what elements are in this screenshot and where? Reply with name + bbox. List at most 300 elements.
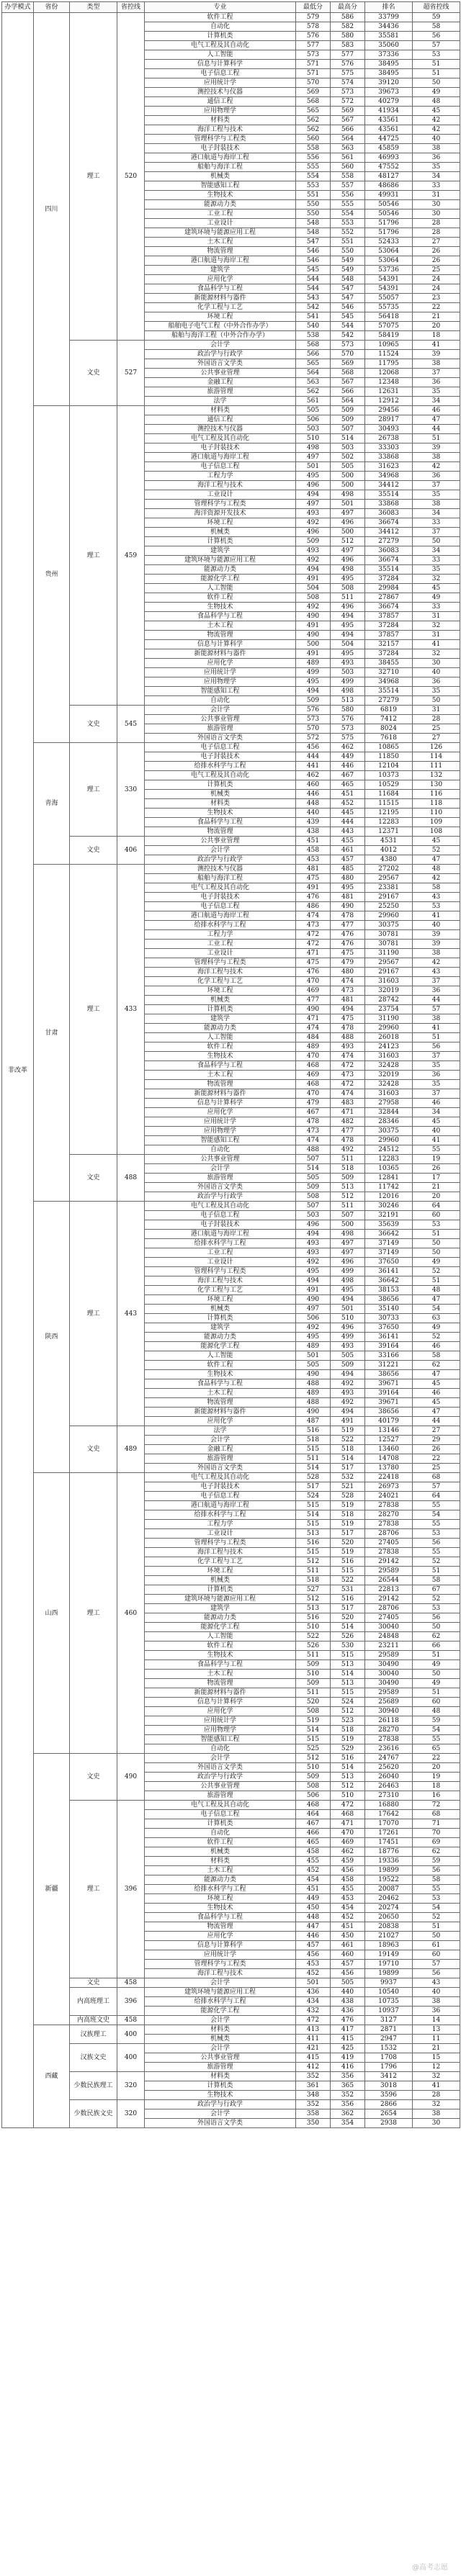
major-cell: 智能感知工程 — [145, 181, 296, 191]
rank-cell: 2938 — [365, 2119, 413, 2128]
max-score-cell: 443 — [331, 827, 365, 837]
control-line-cell: 320 — [117, 2072, 145, 2100]
min-score-cell: 350 — [296, 2119, 331, 2128]
max-score-cell: 476 — [331, 930, 365, 940]
major-cell: 生物技术 — [145, 191, 296, 200]
major-cell: 自动化 — [145, 1829, 296, 1838]
rank-cell: 17070 — [365, 1819, 413, 1829]
header-rank: 排名 — [365, 2, 413, 13]
above-control-cell: 47 — [413, 1408, 460, 1417]
rank-cell: 28270 — [365, 1726, 413, 1735]
rank-cell: 48686 — [365, 181, 413, 191]
min-score-cell: 509 — [296, 1679, 331, 1688]
above-control-cell: 34 — [413, 1108, 460, 1117]
above-control-cell: 116 — [413, 790, 460, 799]
min-score-cell: 444 — [296, 752, 331, 762]
min-score-cell: 413 — [296, 2025, 331, 2035]
major-cell: 会计学 — [145, 2044, 296, 2053]
type-cell: 文史 — [70, 706, 117, 743]
above-control-cell: 111 — [413, 762, 460, 771]
min-score-cell: 492 — [296, 518, 331, 528]
min-score-cell: 524 — [296, 1492, 331, 1501]
major-cell: 机械类 — [145, 996, 296, 1005]
major-cell: 船舶与海洋工程 — [145, 874, 296, 883]
major-cell: 计算机类 — [145, 2081, 296, 2091]
major-cell: 通信工程 — [145, 415, 296, 425]
above-control-cell: 22 — [413, 1754, 460, 1763]
max-score-cell: 510 — [331, 1314, 365, 1323]
above-control-cell: 34 — [413, 397, 460, 406]
major-cell: 会计学 — [145, 2016, 296, 2025]
above-control-cell: 54 — [413, 1726, 460, 1735]
min-score-cell: 542 — [296, 303, 331, 312]
major-cell: 软件工程 — [145, 593, 296, 603]
above-control-cell: 50 — [413, 1248, 460, 1258]
min-score-cell: 358 — [296, 2109, 331, 2119]
rank-cell: 26463 — [365, 1782, 413, 1791]
min-score-cell: 503 — [296, 1211, 331, 1220]
max-score-cell: 568 — [331, 369, 365, 378]
major-cell: 政治学与行政学 — [145, 855, 296, 865]
rank-cell: 17451 — [365, 1838, 413, 1847]
rank-cell: 34412 — [365, 481, 413, 490]
max-score-cell: 497 — [331, 546, 365, 556]
max-score-cell: 352 — [331, 2091, 365, 2100]
above-control-cell: 59 — [413, 1857, 460, 1866]
min-score-cell: 493 — [296, 1248, 331, 1258]
max-score-cell: 495 — [331, 1286, 365, 1295]
max-score-cell: 555 — [331, 200, 365, 210]
max-score-cell: 505 — [331, 1351, 365, 1361]
max-score-cell: 518 — [331, 1445, 365, 1454]
rank-cell: 28706 — [365, 1529, 413, 1539]
above-control-cell: 20 — [413, 322, 460, 331]
major-cell: 金融工程 — [145, 1445, 296, 1454]
major-cell: 港口航道与海岸工程 — [145, 1230, 296, 1239]
max-score-cell: 480 — [331, 968, 365, 977]
max-score-cell: 516 — [331, 1595, 365, 1604]
min-score-cell: 481 — [296, 865, 331, 874]
rank-cell: 2871 — [365, 2025, 413, 2035]
above-control-cell: 24 — [413, 275, 460, 284]
above-control-cell: 55 — [413, 1548, 460, 1557]
min-score-cell: 446 — [296, 790, 331, 799]
min-score-cell: 568 — [296, 341, 331, 350]
max-score-cell: 477 — [331, 921, 365, 930]
rank-cell: 28742 — [365, 996, 413, 1005]
rank-cell: 29960 — [365, 911, 413, 921]
rank-cell: 30490 — [365, 1679, 413, 1688]
above-control-cell: 51 — [413, 1567, 460, 1576]
above-control-cell: 38 — [413, 1997, 460, 2007]
above-control-cell: 50 — [413, 696, 460, 706]
major-cell: 会计学 — [145, 1436, 296, 1445]
above-control-cell: 34 — [413, 172, 460, 181]
max-score-cell: 501 — [331, 500, 365, 509]
table-row — [2, 1202, 460, 1211]
above-control-cell: 56 — [413, 1042, 460, 1052]
major-cell: 能源动力类 — [145, 1024, 296, 1033]
major-cell: 电气工程及其自动化 — [145, 883, 296, 893]
max-score-cell: 474 — [331, 977, 365, 986]
above-control-cell: 35 — [413, 1080, 460, 1089]
min-score-cell: 476 — [296, 968, 331, 977]
max-score-cell: 470 — [331, 1829, 365, 1838]
max-score-cell: 477 — [331, 1127, 365, 1136]
min-score-cell: 490 — [296, 612, 331, 621]
above-control-cell: 53 — [413, 1529, 460, 1539]
above-control-cell: 32 — [413, 649, 460, 659]
rank-cell: 32191 — [365, 1211, 413, 1220]
min-score-cell: 439 — [296, 818, 331, 827]
min-score-cell: 494 — [296, 565, 331, 575]
min-score-cell: 538 — [296, 331, 331, 341]
max-score-cell: 497 — [331, 1248, 365, 1258]
min-score-cell: 447 — [296, 1922, 331, 1932]
min-score-cell: 576 — [296, 706, 331, 715]
major-cell: 给排水科学与工程 — [145, 921, 296, 930]
rank-cell: 23211 — [365, 1641, 413, 1651]
rank-cell: 36674 — [365, 556, 413, 565]
rank-cell: 11684 — [365, 790, 413, 799]
major-cell: 旅游管理 — [145, 387, 296, 397]
max-score-cell: 576 — [331, 60, 365, 69]
max-score-cell: 513 — [331, 696, 365, 706]
above-control-cell: 20 — [413, 1192, 460, 1202]
max-score-cell: 519 — [331, 1735, 365, 1744]
header-control-line: 省控线 — [117, 2, 145, 13]
max-score-cell: 513 — [331, 1183, 365, 1192]
rank-cell: 29142 — [365, 1595, 413, 1604]
above-control-cell: 53 — [413, 902, 460, 911]
max-score-cell: 505 — [331, 1978, 365, 1988]
min-score-cell: 519 — [296, 1716, 331, 1726]
max-score-cell: 455 — [331, 1885, 365, 1894]
above-control-cell: 48 — [413, 1707, 460, 1716]
rank-cell: 32844 — [365, 1108, 413, 1117]
rank-cell: 35581 — [365, 32, 413, 41]
min-score-cell: 508 — [296, 1192, 331, 1202]
table-row — [2, 2072, 460, 2081]
max-score-cell: 478 — [331, 1024, 365, 1033]
above-control-cell: 44 — [413, 996, 460, 1005]
major-cell: 智能感知工程 — [145, 1136, 296, 1145]
min-score-cell: 454 — [296, 1875, 331, 1885]
major-cell: 能源化学工程 — [145, 575, 296, 584]
above-control-cell: 26 — [413, 1164, 460, 1174]
min-score-cell: 506 — [296, 415, 331, 425]
major-cell: 电子信息工程 — [145, 1211, 296, 1220]
max-score-cell: 425 — [331, 2044, 365, 2053]
control-line-cell: 460 — [117, 1473, 145, 1754]
min-score-cell: 469 — [296, 986, 331, 996]
above-control-cell: 52 — [413, 1333, 460, 1342]
min-score-cell: 492 — [296, 1258, 331, 1267]
min-score-cell: 512 — [296, 1754, 331, 1763]
min-score-cell: 449 — [296, 1894, 331, 1904]
max-score-cell: 512 — [331, 1707, 365, 1716]
above-control-cell: 61 — [413, 1941, 460, 1950]
max-score-cell: 522 — [331, 1576, 365, 1585]
table-row — [2, 2100, 460, 2109]
major-cell: 金融工程 — [145, 378, 296, 387]
max-score-cell: 520 — [331, 1613, 365, 1623]
rank-cell: 10965 — [365, 341, 413, 350]
max-score-cell: 512 — [331, 1192, 365, 1202]
min-score-cell: 492 — [296, 556, 331, 565]
min-score-cell: 474 — [296, 911, 331, 921]
max-score-cell: 546 — [331, 303, 365, 312]
min-score-cell: 570 — [296, 78, 331, 88]
rank-cell: 29567 — [365, 958, 413, 968]
type-cell: 理工 — [70, 1202, 117, 1426]
min-score-cell: 489 — [296, 659, 331, 668]
above-control-cell: 38 — [413, 144, 460, 153]
min-score-cell: 544 — [296, 284, 331, 294]
min-score-cell: 514 — [296, 1510, 331, 1520]
rank-cell: 2866 — [365, 2100, 413, 2109]
above-control-cell: 25 — [413, 266, 460, 275]
above-control-cell: 33 — [413, 181, 460, 191]
max-score-cell: 516 — [331, 1754, 365, 1763]
rank-cell: 13780 — [365, 1464, 413, 1473]
min-score-cell: 510 — [296, 1670, 331, 1679]
min-score-cell: 440 — [296, 809, 331, 818]
above-control-cell: 36 — [413, 378, 460, 387]
major-cell: 建筑学 — [145, 266, 296, 275]
max-score-cell: 573 — [331, 724, 365, 734]
rank-cell: 32019 — [365, 986, 413, 996]
major-cell: 政治学与行政学 — [145, 1192, 296, 1202]
above-control-cell: 53 — [413, 50, 460, 60]
rank-cell: 39671 — [365, 1398, 413, 1408]
rank-cell: 12104 — [365, 762, 413, 771]
major-cell: 应用统计学 — [145, 1716, 296, 1726]
rank-cell: 37149 — [365, 1239, 413, 1248]
max-score-cell: 549 — [331, 256, 365, 266]
major-cell: 测控技术与仪器 — [145, 865, 296, 874]
major-cell: 外国语言文学类 — [145, 1464, 296, 1473]
min-score-cell: 501 — [296, 462, 331, 472]
major-cell: 测控技术与仪器 — [145, 88, 296, 97]
max-score-cell: 474 — [331, 1052, 365, 1061]
rank-cell: 51796 — [365, 219, 413, 228]
min-score-cell: 504 — [296, 584, 331, 593]
rank-cell: 18776 — [365, 1847, 413, 1857]
major-cell: 电气工程及其自动化 — [145, 771, 296, 780]
major-cell: 人工智能 — [145, 584, 296, 593]
max-score-cell: 554 — [331, 210, 365, 219]
max-score-cell: 461 — [331, 846, 365, 855]
above-control-cell: 49 — [413, 1660, 460, 1670]
max-score-cell: 444 — [331, 818, 365, 827]
above-control-cell: 48 — [413, 97, 460, 107]
rank-cell: 19899 — [365, 1866, 413, 1875]
major-cell: 机械类 — [145, 790, 296, 799]
above-control-cell: 55 — [413, 1501, 460, 1510]
max-score-cell: 564 — [331, 397, 365, 406]
control-line-cell: 396 — [117, 1988, 145, 2016]
above-control-cell: 114 — [413, 752, 460, 762]
max-score-cell: 468 — [331, 1810, 365, 1819]
major-cell: 自动化 — [145, 1145, 296, 1155]
min-score-cell: 348 — [296, 2091, 331, 2100]
max-score-cell: 515 — [331, 1688, 365, 1698]
min-score-cell: 550 — [296, 200, 331, 210]
major-cell: 电子信息工程 — [145, 1810, 296, 1819]
min-score-cell: 458 — [296, 1847, 331, 1857]
major-cell: 机械类 — [145, 528, 296, 537]
rank-cell: 27279 — [365, 537, 413, 546]
major-cell: 港口航道与海岸工程 — [145, 453, 296, 462]
major-cell: 环境工程 — [145, 1567, 296, 1576]
major-cell: 电子封装技术 — [145, 443, 296, 453]
rank-cell: 12527 — [365, 1436, 413, 1445]
major-cell: 会计学 — [145, 1978, 296, 1988]
major-cell: 环境工程 — [145, 518, 296, 528]
max-score-cell: 499 — [331, 1267, 365, 1276]
rank-cell: 20274 — [365, 1904, 413, 1913]
above-control-cell: 48 — [413, 1286, 460, 1295]
max-score-cell: 472 — [331, 1061, 365, 1071]
rank-cell: 12016 — [365, 1192, 413, 1202]
rank-cell: 53064 — [365, 256, 413, 266]
rank-cell: 23616 — [365, 1744, 413, 1754]
min-score-cell: 352 — [296, 2072, 331, 2081]
major-cell: 给排水科学与工程 — [145, 1510, 296, 1520]
table-row — [2, 2044, 460, 2053]
rank-cell: 26018 — [365, 1033, 413, 1042]
control-line-cell: 396 — [117, 1801, 145, 1978]
min-score-cell: 462 — [296, 771, 331, 780]
control-line-cell: 400 — [117, 2025, 145, 2044]
max-score-cell: 503 — [331, 443, 365, 453]
above-control-cell: 132 — [413, 771, 460, 780]
province-cell: 新疆 — [34, 1754, 70, 2025]
min-score-cell: 493 — [296, 546, 331, 556]
above-control-cell: 28 — [413, 219, 460, 228]
min-score-cell: 411 — [296, 2035, 331, 2044]
min-score-cell: 472 — [296, 930, 331, 940]
header-mode: 办学模式 — [2, 2, 34, 13]
rank-cell: 35514 — [365, 490, 413, 500]
major-cell: 应用统计学 — [145, 78, 296, 88]
above-control-cell: 66 — [413, 1641, 460, 1651]
max-score-cell: 544 — [331, 322, 365, 331]
major-cell: 电气工程及其自动化 — [145, 1801, 296, 1810]
major-cell: 物流管理 — [145, 247, 296, 256]
major-cell: 港口航道与海岸工程 — [145, 1501, 296, 1510]
max-score-cell: 514 — [331, 1454, 365, 1464]
max-score-cell: 452 — [331, 799, 365, 809]
min-score-cell: 555 — [296, 163, 331, 172]
major-cell: 智能感知工程 — [145, 687, 296, 696]
major-cell: 旅游管理 — [145, 724, 296, 734]
above-control-cell: 30 — [413, 200, 460, 210]
above-control-cell: 28 — [413, 2091, 460, 2100]
max-score-cell: 455 — [331, 837, 365, 846]
max-score-cell: 500 — [331, 472, 365, 481]
rank-cell: 29142 — [365, 1557, 413, 1567]
rank-cell: 29984 — [365, 584, 413, 593]
major-cell: 信息与计算科学 — [145, 1099, 296, 1108]
min-score-cell: 511 — [296, 1567, 331, 1576]
major-cell: 智能感知工程 — [145, 1735, 296, 1744]
above-control-cell: 130 — [413, 780, 460, 790]
above-control-cell: 40 — [413, 921, 460, 930]
min-score-cell: 509 — [296, 1660, 331, 1670]
min-score-cell: 554 — [296, 172, 331, 181]
rank-cell: 7618 — [365, 734, 413, 743]
rank-cell: 3412 — [365, 2072, 413, 2081]
major-cell: 政治学与行政学 — [145, 2100, 296, 2109]
rank-cell: 32157 — [365, 640, 413, 649]
min-score-cell: 470 — [296, 1089, 331, 1099]
major-cell: 化学工程与工艺 — [145, 977, 296, 986]
rank-cell: 33799 — [365, 13, 413, 22]
major-cell: 食品科学与工程 — [145, 612, 296, 621]
above-control-cell: 49 — [413, 593, 460, 603]
above-control-cell: 45 — [413, 584, 460, 593]
major-cell: 建筑学 — [145, 1323, 296, 1333]
rank-cell: 33868 — [365, 500, 413, 509]
max-score-cell: 365 — [331, 2081, 365, 2091]
above-control-cell: 42 — [413, 874, 460, 883]
min-score-cell: 352 — [296, 2100, 331, 2109]
table-row — [2, 1754, 460, 1763]
above-control-cell: 63 — [413, 1314, 460, 1323]
above-control-cell: 45 — [413, 107, 460, 116]
max-score-cell: 515 — [331, 1567, 365, 1576]
max-score-cell: 471 — [331, 1108, 365, 1117]
major-cell: 食品科学与工程 — [145, 1379, 296, 1389]
rank-cell: 57075 — [365, 322, 413, 331]
min-score-cell: 506 — [296, 1791, 331, 1801]
header-type: 类型 — [70, 2, 117, 13]
max-score-cell: 570 — [331, 350, 365, 359]
above-control-cell: 45 — [413, 1117, 460, 1127]
major-cell: 电子封装技术 — [145, 1220, 296, 1230]
rank-cell: 24123 — [365, 1042, 413, 1052]
above-control-cell: 51 — [413, 69, 460, 78]
max-score-cell: 440 — [331, 1988, 365, 1997]
min-score-cell: 456 — [296, 743, 331, 752]
rank-cell: 37284 — [365, 649, 413, 659]
major-cell: 材料类 — [145, 2072, 296, 2081]
rank-cell: 22813 — [365, 1585, 413, 1595]
above-control-cell: 50 — [413, 78, 460, 88]
max-score-cell: 496 — [331, 518, 365, 528]
major-cell: 建筑环境与能源应用工程 — [145, 1988, 296, 1997]
major-cell: 能源化学工程 — [145, 1623, 296, 1632]
header-above-control: 超省控线 — [413, 2, 460, 13]
rank-cell: 53736 — [365, 266, 413, 275]
above-control-cell: 46 — [413, 1389, 460, 1398]
min-score-cell: 452 — [296, 1969, 331, 1978]
major-cell: 工业设计 — [145, 490, 296, 500]
rank-cell: 29567 — [365, 874, 413, 883]
rank-cell: 55057 — [365, 294, 413, 303]
min-score-cell: 467 — [296, 1819, 331, 1829]
min-score-cell: 497 — [296, 500, 331, 509]
min-score-cell: 470 — [296, 977, 331, 986]
min-score-cell: 573 — [296, 715, 331, 724]
above-control-cell: 51 — [413, 434, 460, 443]
rank-cell: 12068 — [365, 369, 413, 378]
above-control-cell: 35 — [413, 490, 460, 500]
above-control-cell: 71 — [413, 1819, 460, 1829]
major-cell: 生物技术 — [145, 809, 296, 818]
